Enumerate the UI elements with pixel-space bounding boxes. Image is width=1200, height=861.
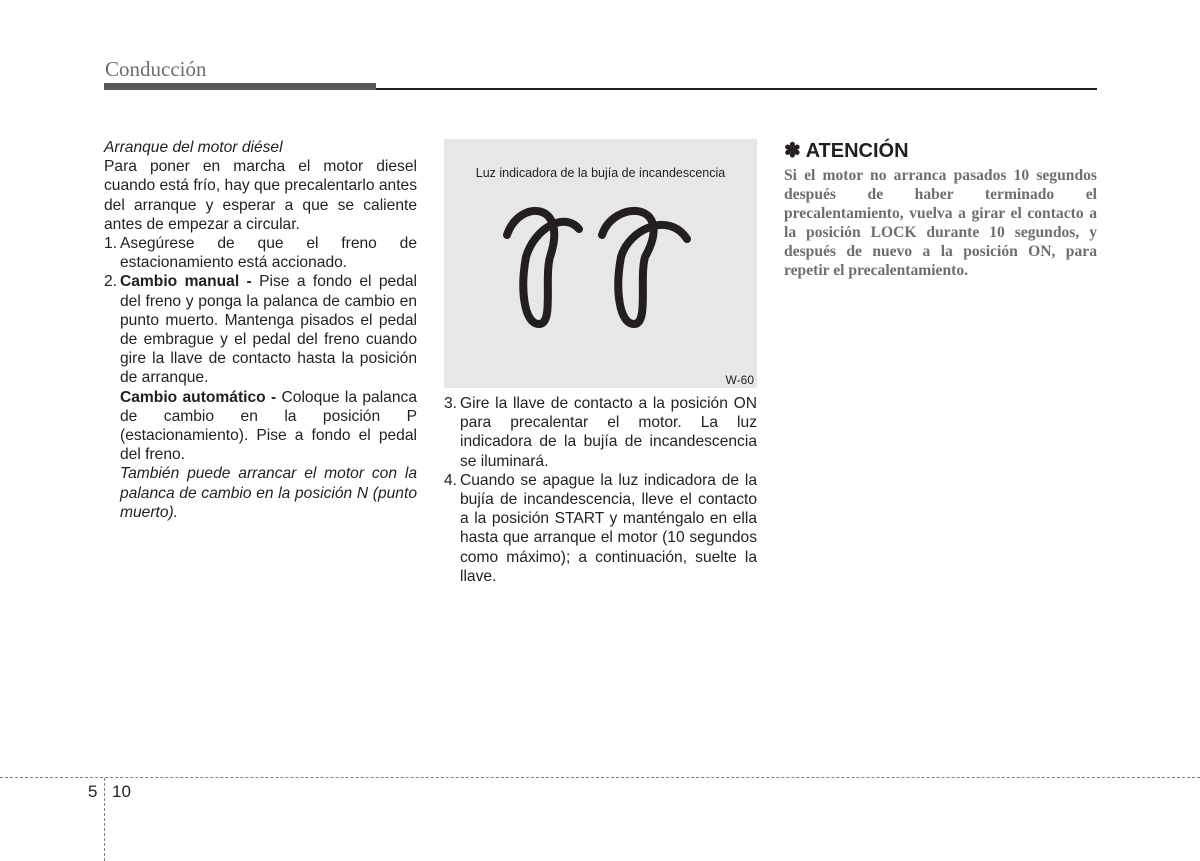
chapter-number: 5	[88, 782, 98, 801]
warning-body: Si el motor no arranca pasados 10 segundos después de haber terminado el precalentamiento, vuelva a girar el contacto a la posición LOCK durante 10 segundos, y después de nuevo a la posición ON, para repetir el precalentamiento.	[784, 167, 1097, 279]
automatic-text: Coloque la palanca de cambio en la posición P (estacionamiento). Pise a fondo el pedal del freno.	[120, 388, 417, 464]
footer-vertical-divider	[104, 778, 105, 861]
step-text: Gire la llave de contacto a la posición ON para precalentar el motor. La luz indicadora de la bujía de incandescencia se iluminará.	[460, 395, 757, 470]
section-heading: Arranque del motor diésel	[104, 139, 283, 156]
step-3	[444, 394, 757, 471]
page-header-title: Conducción	[105, 57, 207, 81]
glow-plug-indicator-icon	[444, 139, 757, 388]
automatic-label: Cambio automático -	[120, 388, 277, 406]
figure-code: W-60	[725, 373, 754, 387]
header-rule-thick	[104, 83, 376, 90]
step-4	[444, 471, 757, 586]
manual-text: Pise a fondo el pedal del freno y ponga la palanca de cambio en punto muerto. Mantenga pisados el pedal de embrague y el pedal del freno cuando gire la llave de contacto hasta la posición de arranque.	[120, 273, 418, 387]
step-text	[120, 272, 417, 387]
figure-caption: Luz indicadora de la bujía de incandescencia	[475, 166, 726, 180]
glow-plug-figure	[444, 139, 757, 388]
footer-divider	[0, 777, 1200, 778]
page-number: 10	[112, 782, 131, 801]
step-1	[104, 234, 417, 272]
step-number: 1.	[104, 235, 118, 253]
step-text: Cuando se apague la luz indicadora de la bujía de incandescencia, lleve el contacto a la posición START y manténgalo en ella hasta que arranque el motor (10 segundos como máximo); a continuación, suelte la llave.	[460, 471, 757, 585]
automatic-paragraph	[120, 388, 417, 465]
step-number: 3.	[444, 395, 458, 412]
automatic-note: También puede arrancar el motor con la palanca de cambio en la posición N (punto muerto).	[120, 465, 417, 521]
column-left	[104, 138, 417, 522]
header-rule-thin	[376, 88, 1097, 90]
warning-title: ✽ ATENCIÓN	[784, 140, 909, 162]
step-number: 4.	[444, 471, 458, 489]
manual-label: Cambio manual -	[120, 273, 252, 291]
step-number: 2.	[104, 273, 118, 291]
step-2	[104, 272, 417, 387]
step-text: Asegúrese de que el freno de estacionamiento está accionado.	[120, 235, 417, 272]
column-middle	[444, 394, 757, 586]
intro-paragraph: Para poner en marcha el motor diesel cuando está frío, hay que precalentarlo antes del arranque y esperar a que se caliente antes de empezar a circular.	[104, 158, 417, 233]
warning-box	[784, 140, 1097, 280]
